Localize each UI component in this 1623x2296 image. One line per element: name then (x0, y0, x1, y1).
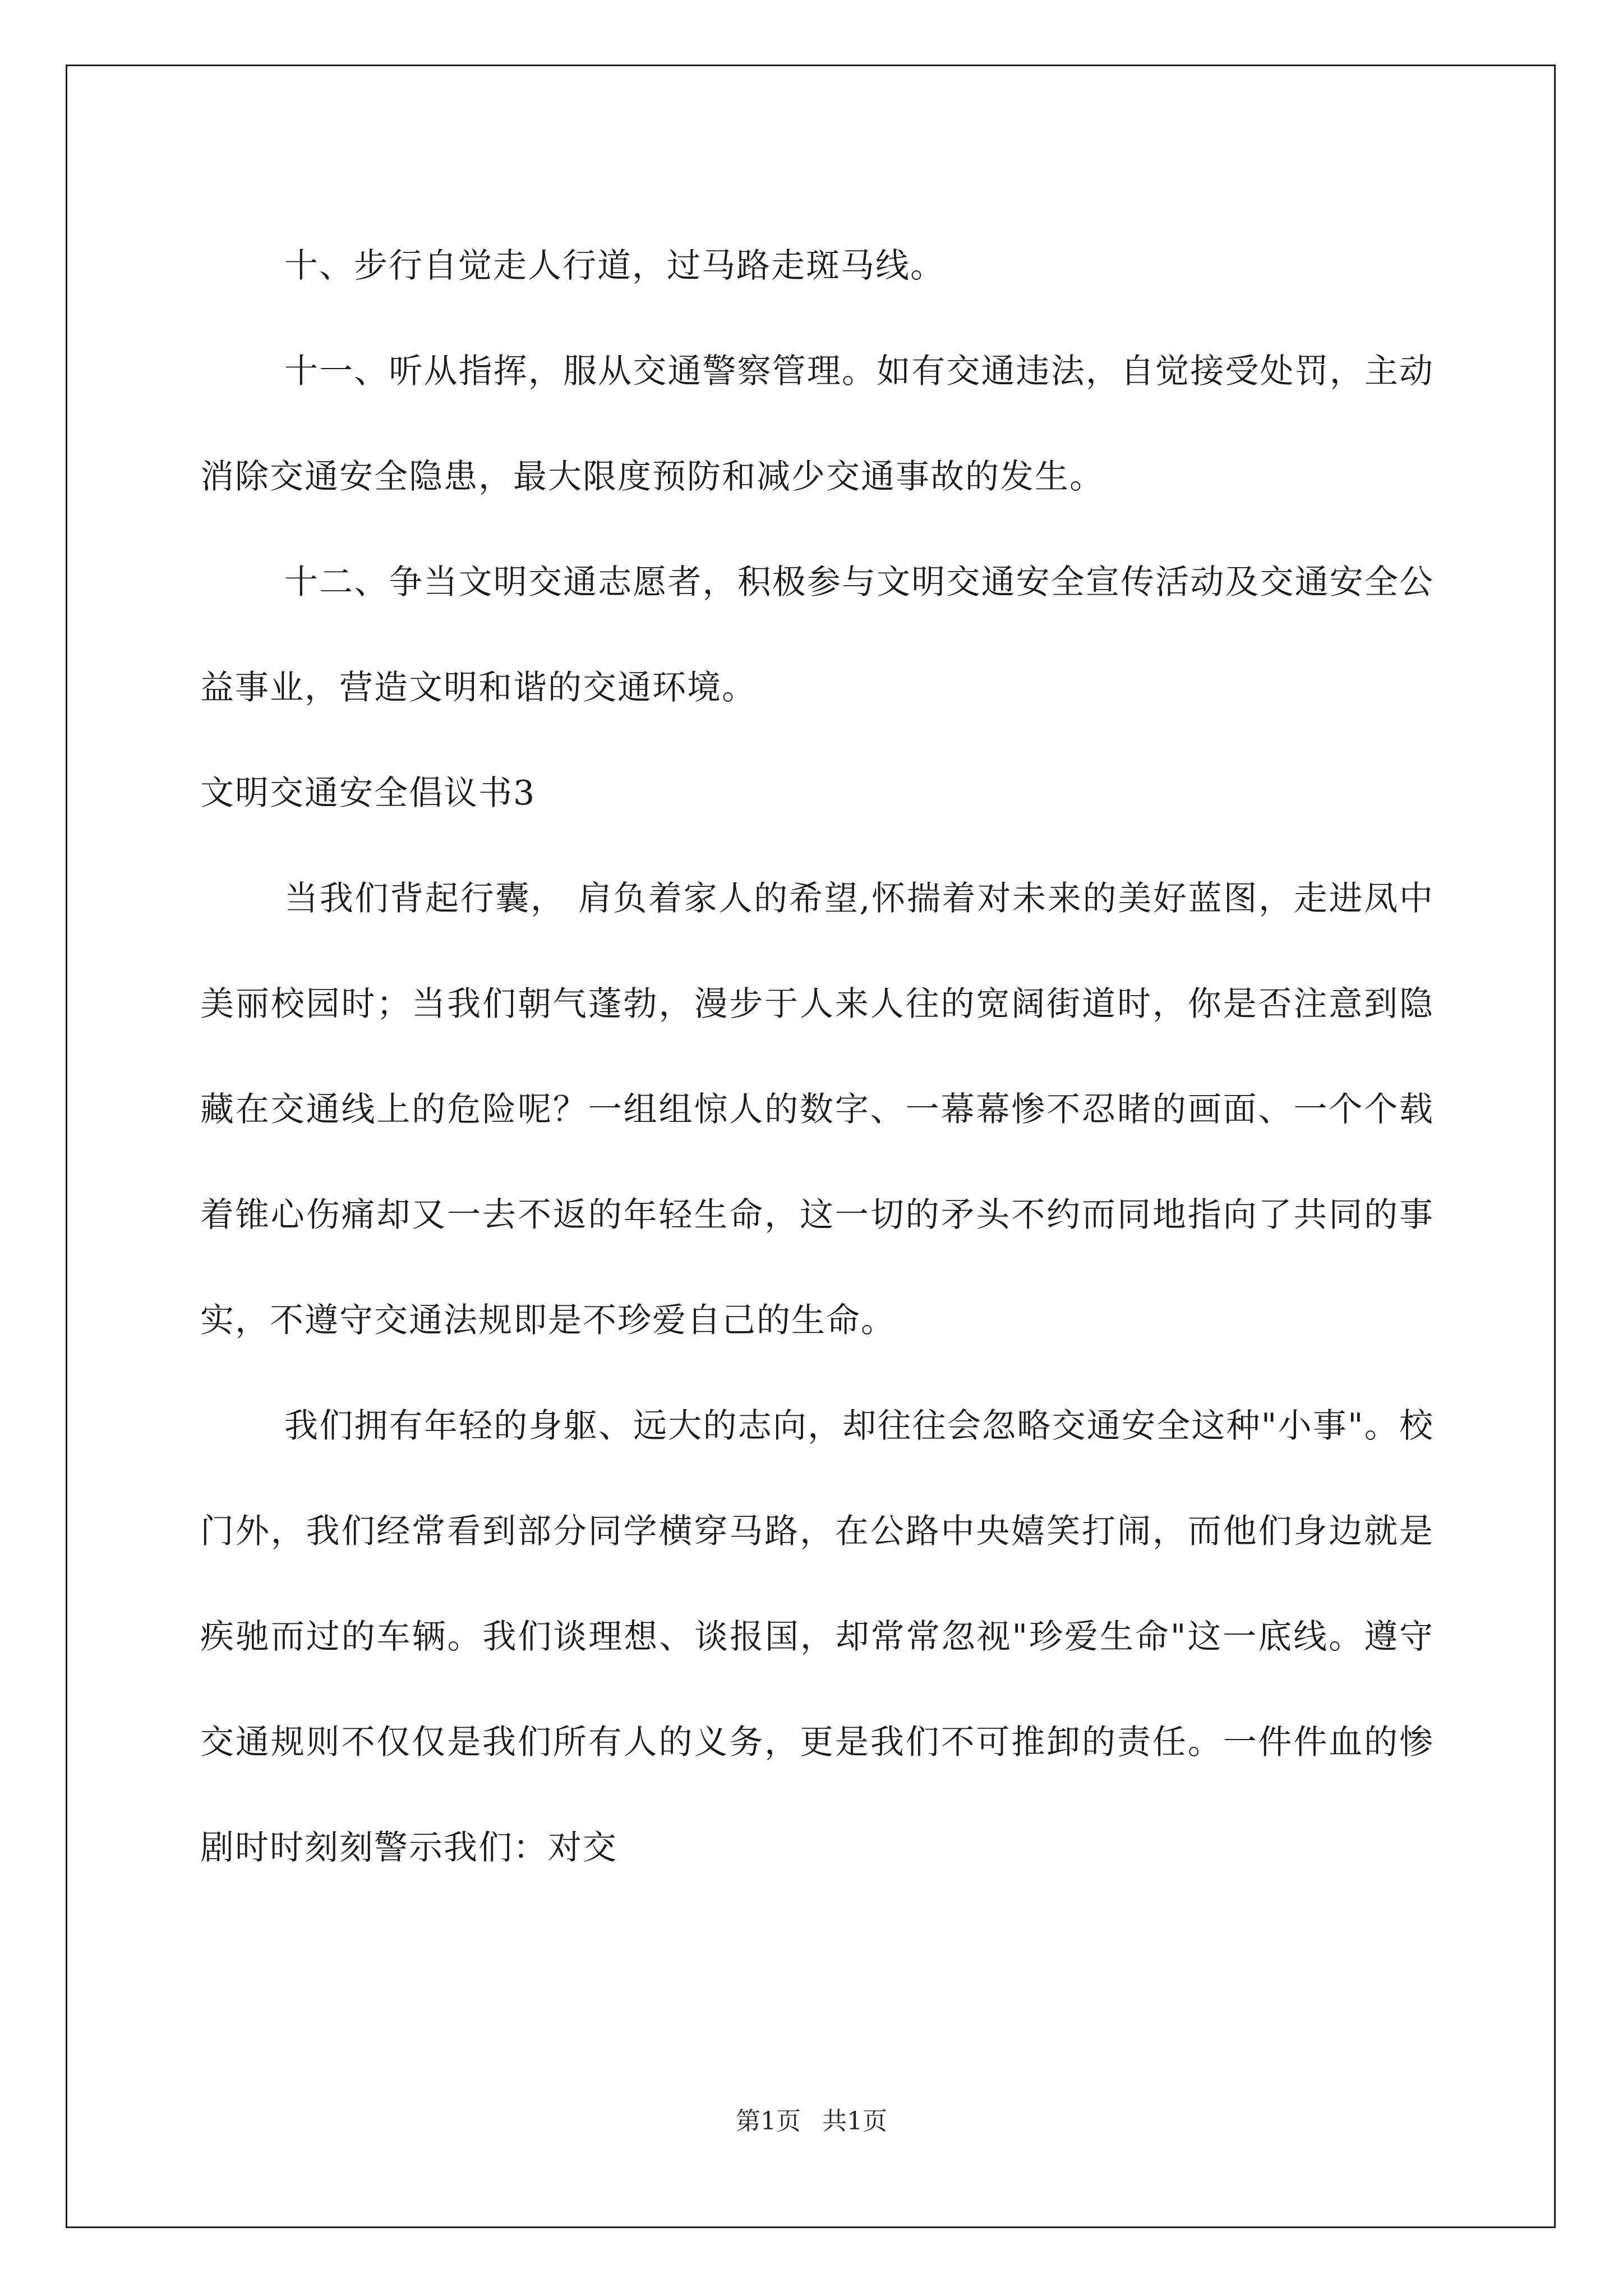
paragraph-body: 我们拥有年轻的身躯、远大的志向，却往往会忽略交通安全这种"小事"。校门外，我们经常看到部分同学横穿马路，在公路中央嬉笑打闹，而他们身边就是疾驰而过的车辆。我们谈理想、谈报国，却常常忽视"珍爱生命"这一底线。遵守交通规则不仅仅是我们所有人的义务，更是我们不可推卸的责任。一件件血的惨剧时时刻刻警示我们：对交 (200, 1406, 1434, 1867)
paragraph-item-10: 十、步行自觉走人行道，过马路走斑马线。 (284, 246, 945, 286)
section-heading: 文明交通安全倡议书3 (200, 774, 536, 813)
page-footer (0, 2101, 1623, 2137)
page-total: 共1页 (822, 2107, 887, 2136)
paragraph-item-11: 十一、听从指挥，服从交通警察管理。如有交通违法，自觉接受处罚，主动消除交通安全隐患，最大限度预防和减少交通事故的发生。 (200, 352, 1434, 496)
paragraph-item-12: 十二、争当文明交通志愿者，积极参与文明交通安全宣传活动及交通安全公益事业，营造文明和谐的交通环境。 (200, 563, 1434, 707)
document-body (200, 213, 1434, 1901)
page-number: 第1页 (736, 2107, 801, 2136)
paragraph-intro: 当我们背起行囊， 肩负着家人的希望,怀揣着对未来的美好蓝图，走进凤中美丽校园时；当我们朝气蓬勃，漫步于人来人往的宽阔街道时，你是否注意到隐藏在交通线上的危险呢？一组组惊人的数字、一幕幕惨不忍睹的画面、一个个载着锥心伤痛却又一去不返的年轻生命，这一切的矛头不约而同地指向了共同的事实，不遵守交通法规即是不珍爱自己的生命。 (200, 879, 1434, 1340)
